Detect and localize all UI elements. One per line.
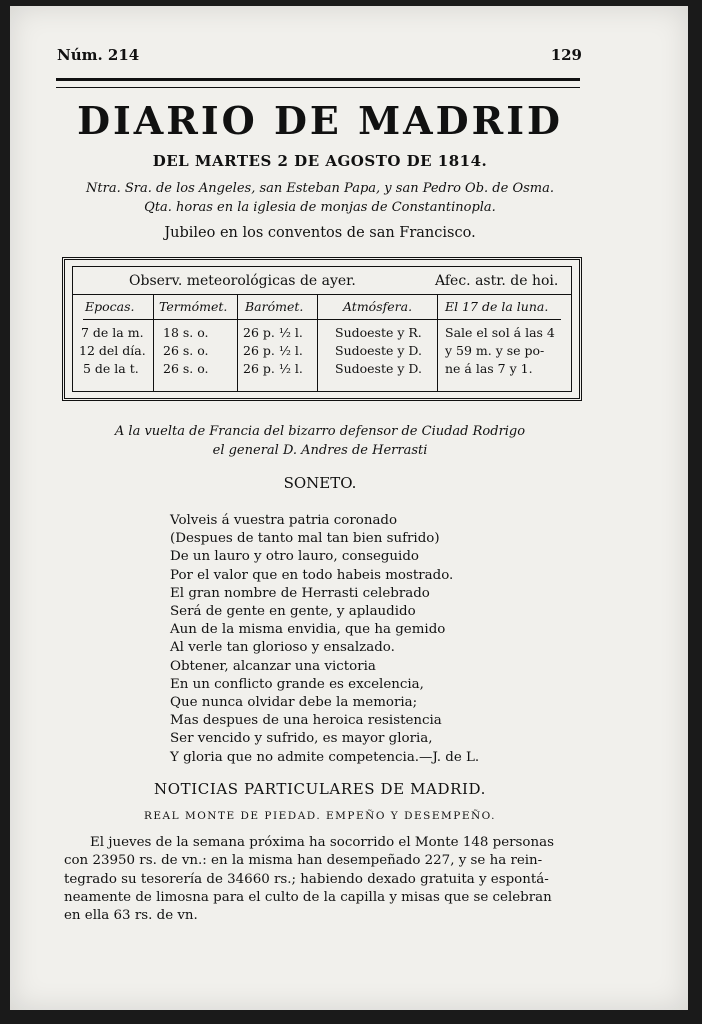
- sonnet-title: SONETO.: [283, 474, 357, 492]
- dateline: DEL MARTES 2 DE AGOSTO DE 1814.: [152, 152, 488, 170]
- cell-astro: ne á las 7 y 1.: [445, 361, 533, 376]
- sonnet-line: De un lauro y otro lauro, conseguido: [170, 549, 419, 565]
- paragraph-line: con 23950 rs. de vn.: en la misma han desempeñado 227, y se ha rein-: [64, 853, 543, 869]
- dedication-line: A la vuelta de Francia del bizarro defensor de Ciudad Rodrigo: [114, 424, 526, 439]
- paragraph-line: El jueves de la semana próxima ha socorrido el Monte 148 personas: [90, 835, 554, 850]
- weather-divider: [73, 294, 571, 295]
- saints-of-the-day: [40, 179, 600, 217]
- cell-atmosfera: Sudoeste y D.: [335, 361, 422, 376]
- weather-title-right: Afec. astr. de hoi.: [435, 273, 559, 289]
- paragraph-line: en ella 63 rs. de vn.: [64, 908, 198, 924]
- weather-table: [62, 257, 582, 401]
- sonnet-line: (Despues de tanto mal tan bien sufrido): [170, 531, 440, 547]
- sonnet-line: Volveis á vuestra patria coronado: [170, 513, 398, 528]
- weather-table-inner: [72, 266, 572, 392]
- column-header-barometro: Barómet.: [245, 299, 304, 314]
- saints-line: Qta. horas en la iglesia de monjas de Constantinopla.: [144, 200, 496, 215]
- sonnet-line: Y gloria que no admite competencia.—J. de L.: [170, 749, 480, 765]
- cell-astro: y 59 m. y se po-: [445, 343, 545, 358]
- newspaper-page: [10, 6, 688, 1010]
- issue-number: Núm. 214: [57, 46, 140, 64]
- page-number: 129: [550, 46, 582, 64]
- sonnet-line: Será de gente en gente, y aplaudido: [170, 604, 416, 620]
- column-header-atmosfera: Atmósfera.: [343, 299, 413, 314]
- sonnet-line: Ser vencido y sufrido, es mayor gloria,: [170, 731, 433, 747]
- cell-termometro: 26 s. o.: [163, 361, 209, 376]
- sonnet-line: Al verle tan glorioso y ensalzado.: [170, 640, 395, 656]
- header-rule: [56, 78, 580, 88]
- weather-column-line: [437, 295, 438, 391]
- column-header-luna: El 17 de la luna.: [445, 299, 549, 314]
- sonnet-line: En un conflicto grande es excelencia,: [170, 676, 424, 692]
- paragraph-line: neamente de limosna para el culto de la capilla y misas que se celebran: [64, 889, 552, 905]
- sonnet-line: Aun de la misma envidia, que ha gemido: [170, 622, 446, 638]
- weather-divider: [83, 319, 561, 320]
- cell-termometro: 26 s. o.: [163, 343, 209, 358]
- column-header-epocas: Epocas.: [85, 299, 135, 314]
- subheading-monte-piedad: REAL MONTE DE PIEDAD. EMPEÑO Y DESEMPEÑO.: [143, 810, 497, 822]
- saints-line: Ntra. Sra. de los Angeles, san Esteban Papa, y san Pedro Ob. de Osma.: [86, 181, 554, 196]
- sonnet-line: Obtener, alcanzar una victoria: [170, 658, 376, 674]
- dedication-line: el general D. Andres de Herrasti: [212, 443, 428, 458]
- column-header-termometro: Termómet.: [159, 299, 228, 314]
- cell-atmosfera: Sudoeste y D.: [335, 343, 422, 358]
- jubileo-notice: Jubileo en los conventos de san Francisco.: [164, 225, 476, 241]
- masthead-title: DIARIO DE MADRID: [77, 98, 563, 143]
- sonnet-line: Por el valor que en todo habeis mostrado.: [170, 567, 454, 583]
- cell-termometro: 18 s. o.: [163, 325, 209, 340]
- weather-column-line: [153, 295, 154, 391]
- cell-barometro: 26 p. ½ l.: [243, 361, 303, 376]
- sonnet-line: El gran nombre de Herrasti celebrado: [170, 585, 430, 601]
- cell-epoca: 12 del día.: [79, 343, 146, 358]
- cell-epoca: 5 de la t.: [83, 361, 139, 376]
- sonnet-body: [170, 512, 590, 767]
- cell-epoca: 7 de la m.: [81, 325, 144, 340]
- section-heading-noticias: NOTICIAS PARTICULARES DE MADRID.: [154, 780, 486, 798]
- weather-column-line: [237, 295, 238, 391]
- monte-piedad-paragraph: [64, 834, 592, 925]
- cell-astro: Sale el sol á las 4: [445, 325, 555, 340]
- sonnet-dedication: [40, 422, 600, 460]
- cell-atmosfera: Sudoeste y R.: [335, 325, 422, 340]
- sonnet-line: Mas despues de una heroica resistencia: [170, 713, 442, 729]
- sonnet-line: Que nunca olvidar debe la memoria;: [170, 695, 418, 711]
- weather-column-line: [317, 295, 318, 391]
- weather-title-left: Observ. meteorológicas de ayer.: [129, 273, 356, 289]
- cell-barometro: 26 p. ½ l.: [243, 325, 303, 340]
- paragraph-line: tegrado su tesorería de 34660 rs.; habiendo dexado gratuita y espontá-: [64, 871, 549, 887]
- cell-barometro: 26 p. ½ l.: [243, 343, 303, 358]
